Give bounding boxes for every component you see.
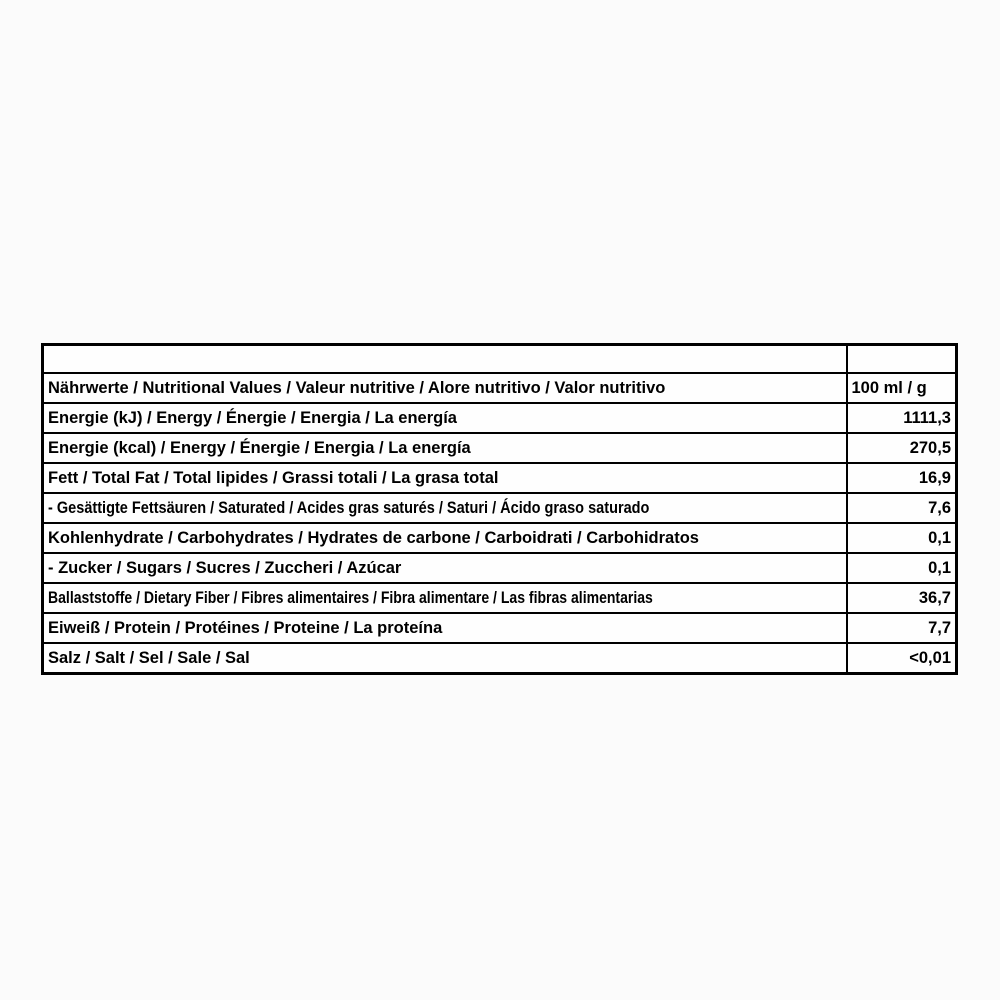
cell-text: Energie (kcal) / Energy / Énergie / Energia / La energía (48, 438, 471, 457)
nutrient-label-cell (43, 433, 847, 463)
nutrient-value-cell (847, 613, 957, 643)
nutrient-value-cell (847, 583, 957, 613)
cell-text: - Zucker / Sugars / Sucres / Zuccheri / Azúcar (48, 558, 402, 577)
table-row-empty (43, 345, 957, 374)
cell-text: 16,9 (918, 468, 951, 487)
unit-header-cell (847, 373, 957, 403)
nutrition-table (41, 343, 958, 675)
nutrient-value-cell (847, 523, 957, 553)
table-row-header (43, 373, 957, 403)
table-row-sugars (43, 553, 957, 583)
cell-text: <0,01 (909, 648, 951, 667)
empty-label-cell (43, 345, 847, 374)
nutrient-label-cell (43, 583, 847, 613)
cell-text: 270,5 (909, 438, 951, 457)
cell-text: Kohlenhydrate / Carbohydrates / Hydrates de carbone / Carboidrati / Carbohidratos (48, 528, 699, 547)
nutrient-value-cell (847, 493, 957, 523)
cell-text: Energie (kJ) / Energy / Énergie / Energia / La energía (48, 408, 457, 427)
cell-text: Salz / Salt / Sel / Sale / Sal (48, 648, 250, 667)
nutrient-value-cell (847, 643, 957, 674)
nutrient-value-cell (847, 433, 957, 463)
cell-text: 7,6 (928, 498, 951, 517)
nutrient-label-cell (43, 613, 847, 643)
cell-text: Eiweiß / Protein / Protéines / Proteine / La proteína (48, 618, 443, 637)
cell-text: 0,1 (928, 528, 951, 547)
nutrient-label-cell (43, 493, 847, 523)
header-label-cell (43, 373, 847, 403)
cell-text: Ballaststoffe / Dietary Fiber / Fibres alimentaires / Fibra alimentare / Las fibras alimentarias (48, 588, 653, 607)
cell-text: Fett / Total Fat / Total lipides / Grassi totali / La grasa total (48, 468, 499, 487)
nutrient-value-cell (847, 463, 957, 493)
nutrient-label-cell (43, 523, 847, 553)
cell-text: - Gesättigte Fettsäuren / Saturated / Acides gras saturés / Saturi / Ácido graso saturado (48, 498, 650, 517)
nutrient-label-cell (43, 463, 847, 493)
cell-text: 0,1 (928, 558, 951, 577)
table-row-protein (43, 613, 957, 643)
cell-text: 100 ml / g (851, 378, 927, 397)
table-row-energy-kcal (43, 433, 957, 463)
nutrient-label-cell (43, 403, 847, 433)
table-row-carbohydrates (43, 523, 957, 553)
table-row-energy-kj (43, 403, 957, 433)
nutrient-value-cell (847, 553, 957, 583)
cell-text: 7,7 (928, 618, 951, 637)
empty-value-cell (847, 345, 957, 374)
table-row-dietary-fiber (43, 583, 957, 613)
cell-text: Nährwerte / Nutritional Values / Valeur nutritive / Alore nutritivo / Valor nutritivo (48, 378, 666, 397)
nutrient-label-cell (43, 553, 847, 583)
cell-text: 1111,3 (903, 408, 951, 427)
table-row-fat (43, 463, 957, 493)
table-row-salt (43, 643, 957, 674)
nutrient-value-cell (847, 403, 957, 433)
nutrient-label-cell (43, 643, 847, 674)
table-row-saturated-fat (43, 493, 957, 523)
cell-text: 36,7 (918, 588, 951, 607)
